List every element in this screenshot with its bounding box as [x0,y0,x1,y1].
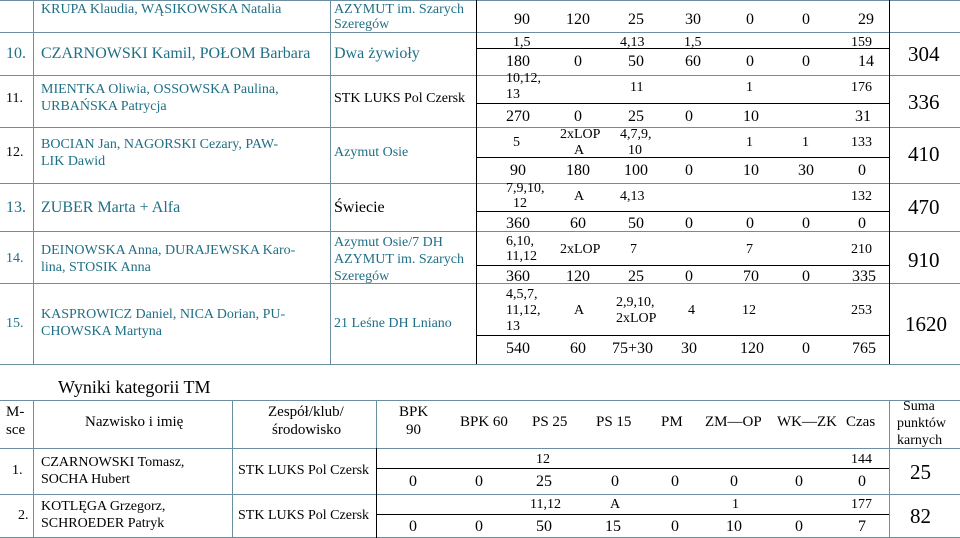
value-cell: 50 [628,215,644,232]
value-cell: 2xLOP [560,127,601,142]
value-cell: 0 [409,473,417,490]
team-names: MIENTKA Oliwia, OSSOWSKA Paulina, [41,82,279,97]
value-cell: 4 [688,303,695,318]
place-number: 12. [6,145,24,160]
header-ps25: PS 25 [532,414,568,430]
team-club: Azymut Osie/7 DH [334,235,443,250]
value-cell: 0 [685,162,693,179]
value-cell: 133 [851,135,872,150]
value-cell: 30 [681,340,697,357]
header-place: M- [6,404,25,420]
team-club: STK LUKS Pol Czersk [334,91,466,106]
value-cell: 0 [685,108,693,125]
team-club-line3: Szeregów [334,269,390,284]
value-cell: 25 [628,108,644,125]
value-cell: 10 [726,518,742,535]
value-cell: 7,9,10, [506,181,545,196]
value-cell: 25 [628,268,644,285]
value-cell: 270 [506,108,530,125]
value-cell: 177 [851,497,872,512]
value-cell: 120 [566,268,590,285]
value-cell: 7 [630,242,637,257]
value-cell: 0 [746,11,754,28]
value-cell: 10 [743,108,759,125]
value-cell: 2,9,10, [616,295,655,310]
value-cell: 253 [851,303,872,318]
value-cell: 1,5 [684,35,702,50]
total-penalty: 336 [908,90,940,114]
total-penalty: 470 [908,195,940,219]
header-club-line2: środowisko [272,422,342,438]
value-cell: 1 [746,80,753,95]
team-club: Azymut Osie [334,145,409,160]
value-cell: 29 [858,11,874,28]
team-names-line2: SCHROEDER Patryk [41,516,165,531]
header-ps15: PS 15 [596,414,632,430]
value-cell: 210 [851,242,872,257]
total-penalty: 304 [908,42,940,66]
total-penalty: 910 [908,248,940,272]
value-cell: 50 [536,518,552,535]
total-penalty: 82 [910,504,931,528]
value-cell: 0 [730,473,738,490]
value-cell: 0 [574,53,582,70]
header-name: Nazwisko i imię [85,414,184,430]
value-cell: 0 [802,215,810,232]
value-cell: 13 [506,319,520,334]
value-cell: 75+30 [612,340,654,357]
value-cell: 6,10, [506,234,534,249]
value-cell: 120 [740,340,764,357]
team-names: BOCIAN Jan, NAGORSKI Cezary, PAW- [41,137,278,152]
value-cell: 144 [851,452,872,467]
team-names: KRUPA Klaudia, WĄSIKOWSKA Natalia [41,2,282,17]
value-cell: 0 [611,473,619,490]
value-cell: 2xLOP [616,311,657,326]
value-cell: 0 [802,340,810,357]
value-cell: 540 [506,340,530,357]
value-cell: 0 [795,518,803,535]
value-cell: 765 [852,340,876,357]
value-cell: 60 [685,53,701,70]
header-time: Czas [846,414,876,430]
value-cell: 30 [798,162,814,179]
value-cell: 0 [685,215,693,232]
value-cell: 360 [506,268,530,285]
value-cell: 0 [795,473,803,490]
value-cell: 90 [514,11,530,28]
value-cell: 0 [802,11,810,28]
value-cell: 159 [851,35,872,50]
team-names-line2: URBAŃSKA Patrycja [41,99,167,114]
value-cell: A [610,497,621,512]
value-cell: 0 [574,108,582,125]
value-cell: 0 [671,518,679,535]
header-club: Zespół/klub/ [268,404,344,420]
value-cell: 176 [851,80,872,95]
value-cell: 0 [685,268,693,285]
value-cell: 5 [513,135,520,150]
header-bpk90: BPK [399,404,429,420]
header-sum: Suma [903,399,935,414]
value-cell: 12 [536,452,550,467]
value-cell: 1 [732,497,739,512]
header-zm-op: ZM—OP [705,414,762,430]
value-cell: 70 [743,268,759,285]
value-cell: 4,7,9, [620,127,652,142]
value-cell: 30 [685,11,701,28]
place-number: 13. [6,199,26,216]
header-bpk90-line2: 90 [406,422,421,438]
team-names-line2: LIK Dawid [41,154,106,169]
value-cell: 10 [743,162,759,179]
value-cell: 11,12 [530,497,561,512]
team-names-line2: CHOWSKA Martyna [41,324,162,339]
value-cell: 1 [746,135,753,150]
value-cell: 0 [475,473,483,490]
team-names: ZUBER Marta + Alfa [41,199,181,216]
value-cell: 4,13 [620,35,645,50]
place-number: 10. [6,45,26,62]
place-number: 15. [6,316,24,331]
value-cell: 15 [605,518,621,535]
value-cell: 12 [742,303,756,318]
value-cell: 60 [570,340,586,357]
value-cell: 0 [671,473,679,490]
team-club-line2: Szeregów [334,17,390,32]
value-cell: 0 [858,473,866,490]
team-names: CZARNOWSKI Tomasz, [41,455,185,470]
header-sum-line2: punktów [897,416,946,431]
total-penalty: 1620 [905,312,947,336]
value-cell: 1,5 [513,35,531,50]
team-names: KASPROWICZ Daniel, NICA Dorian, PU- [41,307,286,322]
value-cell: 0 [475,518,483,535]
value-cell: 180 [506,53,530,70]
value-cell: 7 [858,518,866,535]
value-cell: 50 [628,53,644,70]
value-cell: 11,12, [506,303,541,318]
team-club: STK LUKS Pol Czersk [238,508,370,523]
place-number: 1. [12,463,23,478]
team-club: Świecie [334,199,385,216]
team-names-line2: SOCHA Hubert [41,472,131,487]
value-cell: 132 [851,189,872,204]
section-title: Wyniki kategorii TM [58,377,211,397]
value-cell: 0 [746,215,754,232]
place-number: 14. [6,251,24,266]
header-place-line2: sce [6,422,26,438]
team-club: AZYMUT im. Szarych [334,2,464,17]
value-cell: 0 [858,215,866,232]
header-bpk60: BPK 60 [460,414,508,430]
value-cell: 7 [746,242,753,257]
team-club: STK LUKS Pol Czersk [238,463,370,478]
value-cell: 0 [802,268,810,285]
value-cell: 0 [802,53,810,70]
value-cell: 13 [506,87,520,102]
place-number: 2. [18,508,29,523]
value-cell: 0 [746,53,754,70]
team-names: DEINOWSKA Anna, DURAJEWSKA Karo- [41,243,296,258]
value-cell: A [574,189,585,204]
team-club-line2: AZYMUT im. Szarych [334,252,464,267]
team-names: CZARNOWSKI Kamil, POŁOM Barbara [41,45,311,62]
value-cell: 360 [506,215,530,232]
value-cell: 25 [628,11,644,28]
total-penalty: 410 [908,142,940,166]
value-cell: A [574,303,585,318]
value-cell: A [574,143,585,158]
value-cell: 180 [566,162,590,179]
value-cell: 100 [624,162,648,179]
value-cell: 4,13 [620,189,645,204]
header-pm: PM [661,414,683,430]
place-number: 11. [6,91,23,106]
value-cell: 2xLOP [560,242,601,257]
value-cell: 0 [858,162,866,179]
value-cell: 11,12 [506,249,537,264]
value-cell: 4,5,7, [506,287,538,302]
team-club: 21 Leśne DH Lniano [334,316,452,331]
value-cell: 11 [630,80,644,95]
value-cell: 10 [628,143,642,158]
value-cell: 0 [409,518,417,535]
header-sum-line3: karnych [897,433,943,448]
value-cell: 120 [566,11,590,28]
team-names-line2: lina, STOSIK Anna [41,260,151,275]
value-cell: 60 [570,215,586,232]
value-cell: 335 [852,268,876,285]
team-club: Dwa żywioły [334,45,420,62]
value-cell: 90 [510,162,526,179]
team-names: KOTLĘGA Grzegorz, [41,499,166,514]
value-cell: 25 [536,473,552,490]
value-cell: 10,12, [506,71,541,86]
header-wk-zk: WK—ZK [777,414,837,430]
total-penalty: 25 [910,460,931,484]
value-cell: 1 [802,135,809,150]
value-cell: 14 [858,53,874,70]
value-cell: 12 [513,196,527,211]
value-cell: 31 [855,108,871,125]
